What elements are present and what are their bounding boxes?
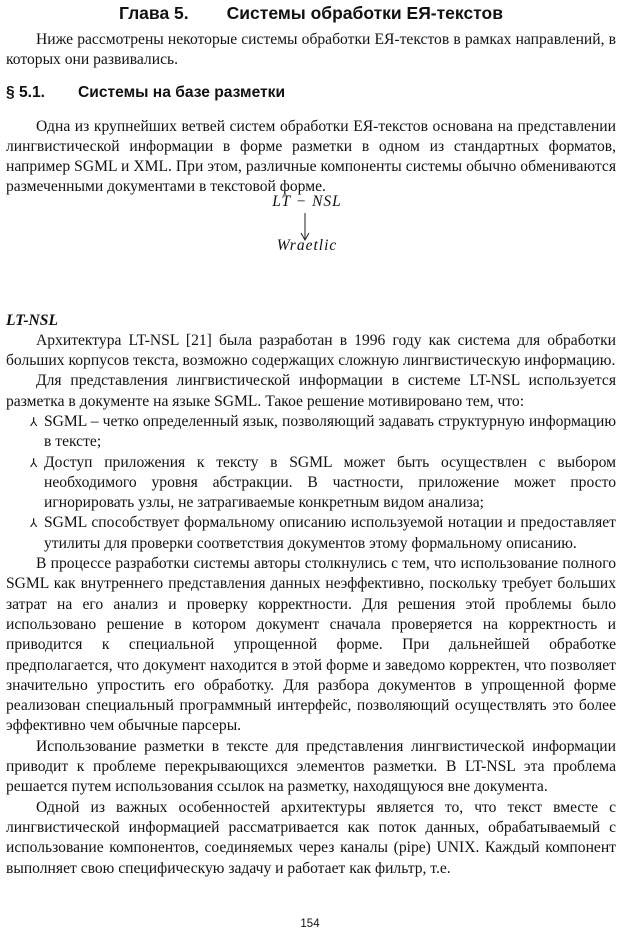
section-title: Системы на базе разметки: [78, 83, 286, 101]
section-heading: [6, 83, 616, 103]
architecture-figure: [6, 192, 616, 277]
list-item: [6, 513, 616, 554]
list-item-text: SGML – четко определенный язык, позволяющий задавать структурную информацию в тексте;: [44, 412, 616, 451]
paragraph-5: Одной из важных особенностей архитектуры является то, что текст вместе с лингвистической информацией рассматривается как поток данных, обрабатываемый с использование компонентов, соединяемых через каналы (pipe) UNIX. Каждый компонент выполняет свою специфическую задачу и работает как фильтр, т.е.: [6, 798, 616, 877]
paragraph-2: Для представления лингвистической информации в системе LT-NSL используется разметка в документе на языке SGML. Такое решение мотивировано тем, что:: [6, 372, 616, 410]
page-number: 154: [300, 918, 320, 930]
chapter-title: Системы обработки ЕЯ-текстов: [226, 3, 503, 23]
figure-bottom-label: Wraetlic: [276, 236, 338, 254]
bullet-icon: ⅄: [30, 414, 38, 429]
bullet-list: [6, 412, 616, 554]
chapter-number: Глава 5.: [119, 3, 189, 23]
section-paragraph: Одна из крупнейших ветвей систем обработки ЕЯ-текстов основана на представлении лингвистической информации в форме разметки в одном из стандартных форматов, например SGML и XML. При этом, различные компоненты системы обычно обмениваются размеченными документами в текстовой форме.: [6, 117, 616, 196]
paragraph-4: Использование разметки в тексте для представления лингвистической информации приводит к проблеме перекрывающихся элементов разметки. В LT-NSL эта проблема решается путем использования ссылок на разметку, находящуюся вне документа.: [6, 737, 616, 796]
bullet-icon: ⅄: [30, 455, 38, 470]
intro-paragraph: Ниже рассмотрены некоторые системы обработки ЕЯ-текстов в рамках направлений, в которых они развивались.: [6, 31, 616, 69]
section-number: § 5.1.: [6, 83, 46, 101]
list-item-text: SGML способствует формальному описанию используемой нотации и предоставляет утилиты для проверки соответствия документов этому формальному описанию.: [44, 514, 616, 552]
chapter-heading: [6, 2, 616, 24]
subsection-title: LT-NSL: [6, 311, 58, 329]
bullet-icon: ⅄: [30, 516, 38, 531]
paragraph-3: В процессе разработки системы авторы столкнулись с тем, что использование полного SGML как внутреннего представления данных неэффективно, поскольку требует больших затрат на его анализ и проверку корректности. Для решения этой проблемы было использовано решение в котором документ сначала проверяется на корректность и приводится к специальной упрощенной форме. При дальнейшей обработке предполагается, что документ находится в этой форме и заведомо корректен, что позволяет значительно упростить его обработку. Для разбора документов в упрощенной форме реализован специальный программный интерфейс, позволяющий осуществлять это более эффективно чем обычные парсеры.: [6, 555, 616, 735]
list-item-text: Доступ приложения к тексту в SGML может быть осуществлен с выбором необходимого уровня абстракции. В частности, приложение может просто игнорировать узлы, не затрагиваемые конкретным видом анализа;: [44, 453, 616, 512]
list-item: [6, 453, 616, 514]
list-item: [6, 412, 616, 453]
figure-top-label: LT − NSL: [272, 192, 342, 210]
document-page: [6, 0, 616, 879]
paragraph-1: Архитектура LT-NSL [21] была разработан в 1996 году как система для обработки больших корпусов текста, возможно содержащих сложную лингвистическую информацию.: [6, 331, 616, 370]
